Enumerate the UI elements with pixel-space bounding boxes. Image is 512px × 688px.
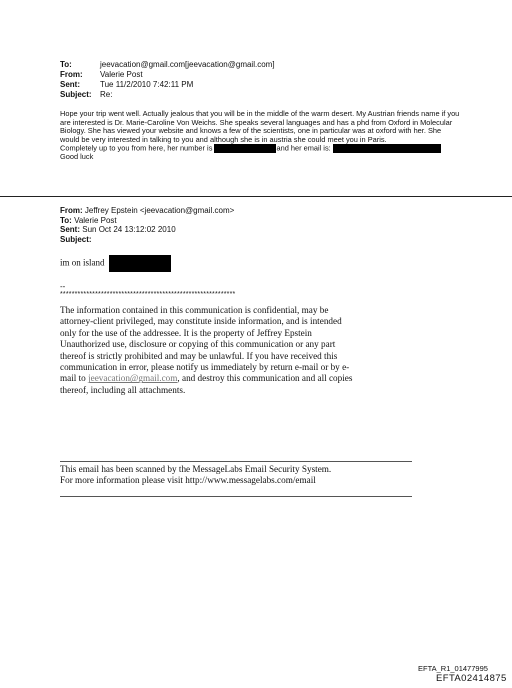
- redaction-email: [333, 144, 441, 153]
- email1-header: [60, 60, 275, 100]
- email1-from-value: Valerie Post: [100, 70, 143, 79]
- scan-line-2: For more information please visit http://www.messagelabs.com/email: [60, 475, 316, 486]
- email2-body: [60, 255, 171, 272]
- redaction-phone: [214, 144, 276, 153]
- document-reference-small: EFTA_R1_01477995: [418, 664, 488, 673]
- email1-from-label: From:: [60, 70, 83, 79]
- email1-subject-row: [60, 90, 275, 100]
- email2-sent-label: Sent:: [60, 225, 80, 235]
- email2-to-value: Valerie Post: [74, 215, 117, 225]
- email1-body: [60, 110, 460, 162]
- email2-sent-row: [60, 225, 234, 235]
- email1-sent-label: Sent:: [60, 80, 80, 89]
- email1-subject-label: Subject:: [60, 90, 92, 99]
- signature-dashes: --: [60, 282, 66, 291]
- notice-text-b: , and destroy this communication and all copies thereof, including all attachments.: [60, 373, 353, 395]
- email2-sent-value: Sun Oct 24 13:12:02 2010: [82, 225, 176, 235]
- email2-to-label: To:: [60, 215, 72, 225]
- notice-email-link[interactable]: jeevacation@gmail.com: [88, 373, 178, 384]
- email1-body-paragraph: Hope your trip went well. Actually jealous that you will be in the middle of the warm desert. My Austrian friends name if you are interested is Dr. Marie-Caroline Von Weichs. She speaks several languages and has a phd from Oxford in Molecular Biology. She has viewed your website and knows a few of the scientists, one in particular was at oxford with her. She would be very interested in talking to you and although she is in austria she could meet you in Paris.: [60, 109, 460, 144]
- email2-to-row: [60, 216, 234, 226]
- email1-subject-value: Re:: [100, 90, 113, 99]
- scan-bottom-rule: [60, 496, 412, 497]
- email2-subject-label: Subject:: [60, 234, 92, 244]
- redaction-body: [109, 255, 171, 272]
- email1-number-prefix: Completely up to you from here, her number is: [60, 143, 213, 153]
- notice-paragraph-1: The information contained in this communication is confidential, may be attorney-client privileged, may constitute inside information, and is intended only for the use of the addressee. It is the property of Jeffrey Epstein: [60, 305, 342, 338]
- document-reference-large: EFTA02414875: [436, 673, 507, 684]
- email2-body-text: im on island: [60, 257, 105, 268]
- email2-from-label: From:: [60, 206, 83, 215]
- email1-contact-line: [60, 144, 460, 153]
- email2-subject-row: [60, 235, 234, 245]
- scan-top-rule: [60, 461, 412, 462]
- signature-stars: ************************************************************: [60, 291, 236, 298]
- email1-to-row: [60, 60, 275, 70]
- notice-paragraph-2: [60, 339, 360, 396]
- email2-header: [60, 206, 234, 244]
- email1-closing: Good luck: [60, 152, 94, 162]
- email1-from-row: [60, 70, 275, 80]
- email1-to-value: jeevacation@gmail.com[jeevacation@gmail.com]: [100, 60, 275, 69]
- scan-notice: [60, 464, 331, 487]
- email1-sent-row: [60, 80, 275, 90]
- email1-email-prefix: and her email is:: [276, 143, 331, 153]
- notice-text-a: Unauthorized use, disclosure or copying of this communication or any part thereof is strictly prohibited and may be unlawful. If you have received this communication in error, please notify us immediately by return e-mail or by e-mail to: [60, 339, 350, 384]
- email2-from-row: [60, 206, 234, 216]
- confidentiality-notice: [60, 305, 360, 396]
- email1-to-label: To:: [60, 60, 72, 69]
- separator-line: [0, 196, 512, 197]
- email2-from-value: Jeffrey Epstein <jeevacation@gmail.com>: [84, 206, 235, 215]
- scan-line-1: This email has been scanned by the MessageLabs Email Security System.: [60, 464, 332, 474]
- email1-sent-value: Tue 11/2/2010 7:42:11 PM: [100, 80, 194, 89]
